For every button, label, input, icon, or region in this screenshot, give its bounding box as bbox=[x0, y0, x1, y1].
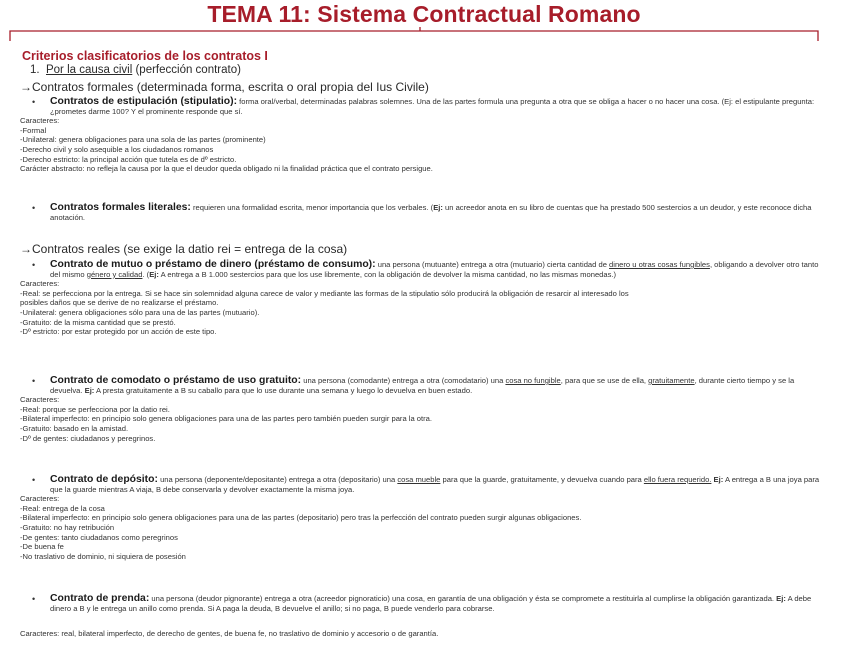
char-line: -Unilateral: genera obligaciones para una sola de las partes (prominente) bbox=[20, 135, 266, 145]
prenda-item bbox=[20, 594, 820, 613]
item-text: , durante cierto tiempo y se la devuelva. bbox=[50, 376, 795, 395]
item-head: Contrato de mutuo o préstamo de dinero (préstamo de consumo): bbox=[50, 259, 376, 270]
item-text: forma oral/verbal, determinadas palabras solemnes. Una de las partes formula una pregunta a otra que se obliga a hacer o no hacer una cosa. (Ej: el estipulante pregunta: ¿prometes darme 100? Y el prominente responde que sí. bbox=[50, 97, 815, 116]
item-text: para que la guarde, gratuitamente, y devuelva cuando para bbox=[440, 475, 644, 484]
item-head: Contrato de comodato o préstamo de uso gratuito: bbox=[50, 375, 302, 386]
char-line: -Bilateral imperfecto: en principio solo genera obligaciones para una de las partes (depositario) pero tras la perfección del contrato pueden surgir algunas obligaciones. bbox=[20, 513, 582, 523]
page-title: TEMA 11: Sistema Contractual Romano bbox=[207, 1, 641, 27]
char-line: -Real: entrega de la cosa bbox=[20, 503, 105, 513]
bullet-icon: • bbox=[32, 97, 36, 107]
bullet-icon: • bbox=[32, 203, 36, 213]
item-text: A presta gratuitamente a B su caballo para que lo use durante una semana y luego lo devuelva en buen estado. bbox=[94, 385, 473, 395]
example-label: Ej: bbox=[776, 594, 786, 603]
estipulacion-block bbox=[20, 97, 820, 174]
mutuo-block bbox=[20, 260, 820, 337]
char-line: Caracteres: bbox=[20, 395, 60, 405]
numbered-heading bbox=[30, 64, 241, 76]
deposito-chars bbox=[20, 494, 820, 561]
char-line: Caracteres: bbox=[20, 116, 60, 126]
final-characteristics: Caracteres: real, bilateral imperfecto, de derecho de gentes, de buena fe, no traslativo de dominio y accesorio o de garantía. bbox=[20, 629, 439, 638]
item-head: Contrato de prenda: bbox=[50, 593, 150, 604]
estipulacion-item bbox=[20, 97, 820, 116]
item-text: requieren una formalidad escrita, menor importancia que los verbales. ( bbox=[190, 203, 434, 212]
numbered-underlined: Por la causa civil bbox=[45, 64, 133, 76]
char-line: Carácter abstracto: no refleja la causa por la que el deudor queda obligado ni la finalidad práctica que el contrato persigue. bbox=[20, 164, 433, 174]
item-text: A entrega a B 1.000 sestercios para que los use libremente, con la obligación de devolver la misma cantidad, no las mismas monedas.) bbox=[158, 269, 617, 279]
char-line: -Derecho civil y solo asequible a los ciudadanos romanos bbox=[20, 144, 214, 154]
char-line: -De gentes: tanto ciudadanos como peregrinos bbox=[20, 532, 178, 542]
deposito-item bbox=[20, 475, 820, 494]
section-title: Criterios clasificatorios de los contratos I bbox=[22, 49, 268, 63]
item-text: . ( bbox=[142, 269, 150, 279]
example-label: Ej: bbox=[84, 385, 95, 395]
item-text: , para que se use de ella, bbox=[560, 376, 649, 385]
char-line: -Real: porque se perfecciona por la datio rei. bbox=[20, 404, 170, 414]
example-label: Ej: bbox=[149, 269, 159, 279]
numbered-rest: (perfección contrato) bbox=[132, 64, 241, 76]
char-line: -No traslativo de dominio, ni siquiera de posesión bbox=[20, 551, 186, 561]
example-label: Ej: bbox=[433, 203, 443, 212]
literales-item bbox=[20, 203, 820, 222]
bullet-icon: • bbox=[32, 260, 36, 270]
item-text: una persona (comodante) entrega a otra (comodatario) una bbox=[301, 376, 506, 385]
numbered-index: 1. bbox=[30, 64, 40, 76]
char-line: -Dº estricto: por estar protegido por un acción de este tipo. bbox=[20, 327, 217, 337]
item-head: Contrato de depósito: bbox=[50, 474, 158, 485]
item-text: A entrega a B una joya para que la guarde mientras A viaja, B debe conservarla y devolver exactamente la misma joya. bbox=[50, 475, 820, 494]
deposito-block bbox=[20, 475, 820, 561]
item-text-underlined: dinero u otras cosas fungibles bbox=[609, 260, 710, 269]
char-line: -Gratuito: no hay retribución bbox=[20, 522, 115, 532]
char-line: -Unilateral: genera obligaciones sólo para una de las partes (mutuario). bbox=[20, 307, 260, 317]
mutuo-item bbox=[20, 260, 820, 279]
char-line: -Gratuito: de la misma cantidad que se prestó. bbox=[20, 317, 176, 327]
char-line: Caracteres: bbox=[20, 279, 60, 289]
char-line: -De buena fe bbox=[20, 542, 64, 552]
item-text: A debe dinero a B y le entrega un anillo como prenda. Si A paga la deuda, B devuelve el anillo; si no paga, B puede venderlo para cobrarse. bbox=[50, 594, 812, 613]
char-line: -Real: se perfecciona por la entrega. Si se hace sin solemnidad alguna carece de valor y mediante las formas de la stipulatio sólo producirá la obligación de resarcir al interesado los bbox=[20, 288, 629, 298]
item-head: Contratos de estipulación (stipulatio): bbox=[50, 96, 238, 107]
bullet-icon: • bbox=[32, 475, 36, 485]
char-line: -Gratuito: basado en la amistad. bbox=[20, 423, 129, 433]
item-text-underlined: cosa no fungible bbox=[505, 376, 561, 385]
item-text: una persona (mutuante) entrega a otra (mutuario) cierta cantidad de bbox=[375, 260, 610, 269]
comodato-item bbox=[20, 376, 820, 395]
comodato-chars bbox=[20, 395, 820, 443]
char-line: -Formal bbox=[20, 125, 47, 135]
estipulacion-chars bbox=[20, 116, 820, 174]
item-text-underlined: cosa mueble bbox=[397, 475, 441, 484]
title-brace bbox=[8, 27, 822, 45]
bullet-icon: • bbox=[32, 376, 36, 386]
item-head: Contratos formales literales: bbox=[50, 202, 191, 213]
bullet-icon: • bbox=[32, 594, 36, 604]
char-line: Caracteres: bbox=[20, 494, 60, 504]
prenda-block bbox=[20, 594, 820, 613]
item-text-underlined: ello fuera requerido. bbox=[643, 475, 712, 484]
item-text: un acreedor anota en su libro de cuentas que ha prestado 500 sestercios a un deudor, y este reconoce dicha anotación. bbox=[50, 203, 812, 222]
example-label: Ej: bbox=[713, 475, 724, 484]
char-line: -Derecho estricto: la principal acción que tutela es de dº estricto. bbox=[20, 154, 237, 164]
literales-block bbox=[20, 203, 820, 222]
reales-heading: →Contratos reales (se exige la datio rei = entrega de la cosa) bbox=[20, 242, 348, 256]
item-text: , obligando a devolver otro tanto del mismo bbox=[50, 260, 819, 279]
mutuo-chars bbox=[20, 279, 820, 337]
item-text: una persona (deudor pignorante) entrega a otra (acreedor pignoraticio) una cosa, en garantía de una obligación y ésta se compromete a restituirla al cumplirse la obligación garantizada. bbox=[149, 594, 777, 603]
char-line: -Bilateral imperfecto: en principio solo genera obligaciones para una de las partes pero también pueden surgir para la otra. bbox=[20, 414, 432, 424]
item-text: una persona (deponente/depositante) entrega a otra (depositario) una bbox=[157, 475, 398, 484]
char-line: -Dº de gentes: ciudadanos y peregrinos. bbox=[20, 433, 156, 443]
item-text-underlined: gratuitamente bbox=[648, 376, 695, 385]
formales-heading: →Contratos formales (determinada forma, escrita o oral propia del Ius Civile) bbox=[20, 80, 429, 94]
char-line: posibles daños que se derive de no realizarse el préstamo. bbox=[20, 298, 219, 308]
item-text-underlined: género y calidad bbox=[86, 269, 143, 279]
comodato-block bbox=[20, 376, 820, 443]
